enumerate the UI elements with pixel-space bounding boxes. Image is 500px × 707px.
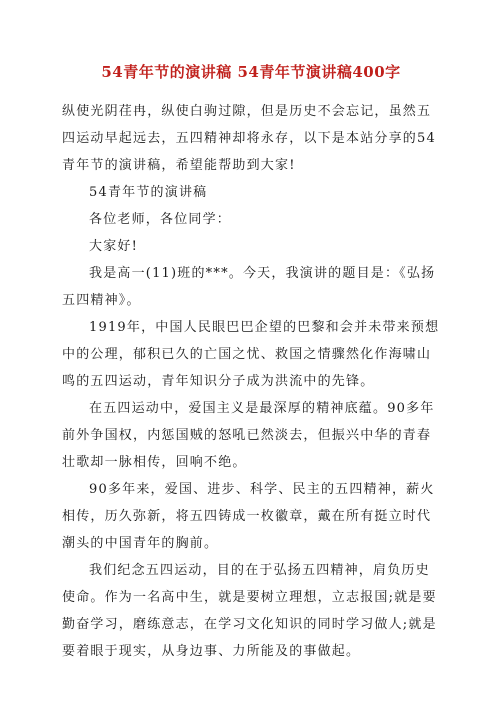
speech-heading: 54青年节的演讲稿 <box>89 185 208 200</box>
salutation: 各位老师，各位同学： <box>89 212 232 227</box>
document-title: 54青年节的演讲稿 54青年节演讲稿400字 <box>101 63 401 81</box>
intro-paragraph: 纵使光阴荏冉，纵使白驹过隙，但是历史不会忘记，虽然五四运动早起远去，五四精神却将永存，以下是本站分享的54青年节的演讲稿，希望能帮助到大家! <box>62 104 436 173</box>
greeting: 大家好! <box>89 239 139 254</box>
speech-paragraph-1: 我是高一(11)班的***。今天，我演讲的题目是：《弘扬五四精神》。 <box>62 266 436 308</box>
speech-paragraph-2: 1919年，中国人民眼巴巴企望的巴黎和会并未带来预想中的公理，郁积已久的亡国之忧、救国之情骤然化作海啸山鸣的五四运动，青年知识分子成为洪流中的先锋。 <box>62 320 440 389</box>
speech-paragraph-3: 在五四运动中，爱国主义是最深厚的精神底蕴。90多年前外争国权，内惩国贼的怒吼已然淡去，但振兴中华的青春壮歌却一脉相传，回响不绝。 <box>62 401 435 470</box>
speech-paragraph-5: 我们纪念五四运动，目的在于弘扬五四精神，肩负历史使命。作为一名高中生，就是要树立理想，立志报国;就是要勤奋学习，磨练意志，在学习文化知识的同时学习做人;就是要着眼于现实，从身边事、力所能及的事做起。 <box>62 563 437 659</box>
speech-paragraph-4: 90多年来，爱国、进步、科学、民主的五四精神，薪火相传，历久弥新，将五四铸成一枚徽章，戴在所有挺立时代潮头的中国青年的胸前。 <box>62 482 435 551</box>
